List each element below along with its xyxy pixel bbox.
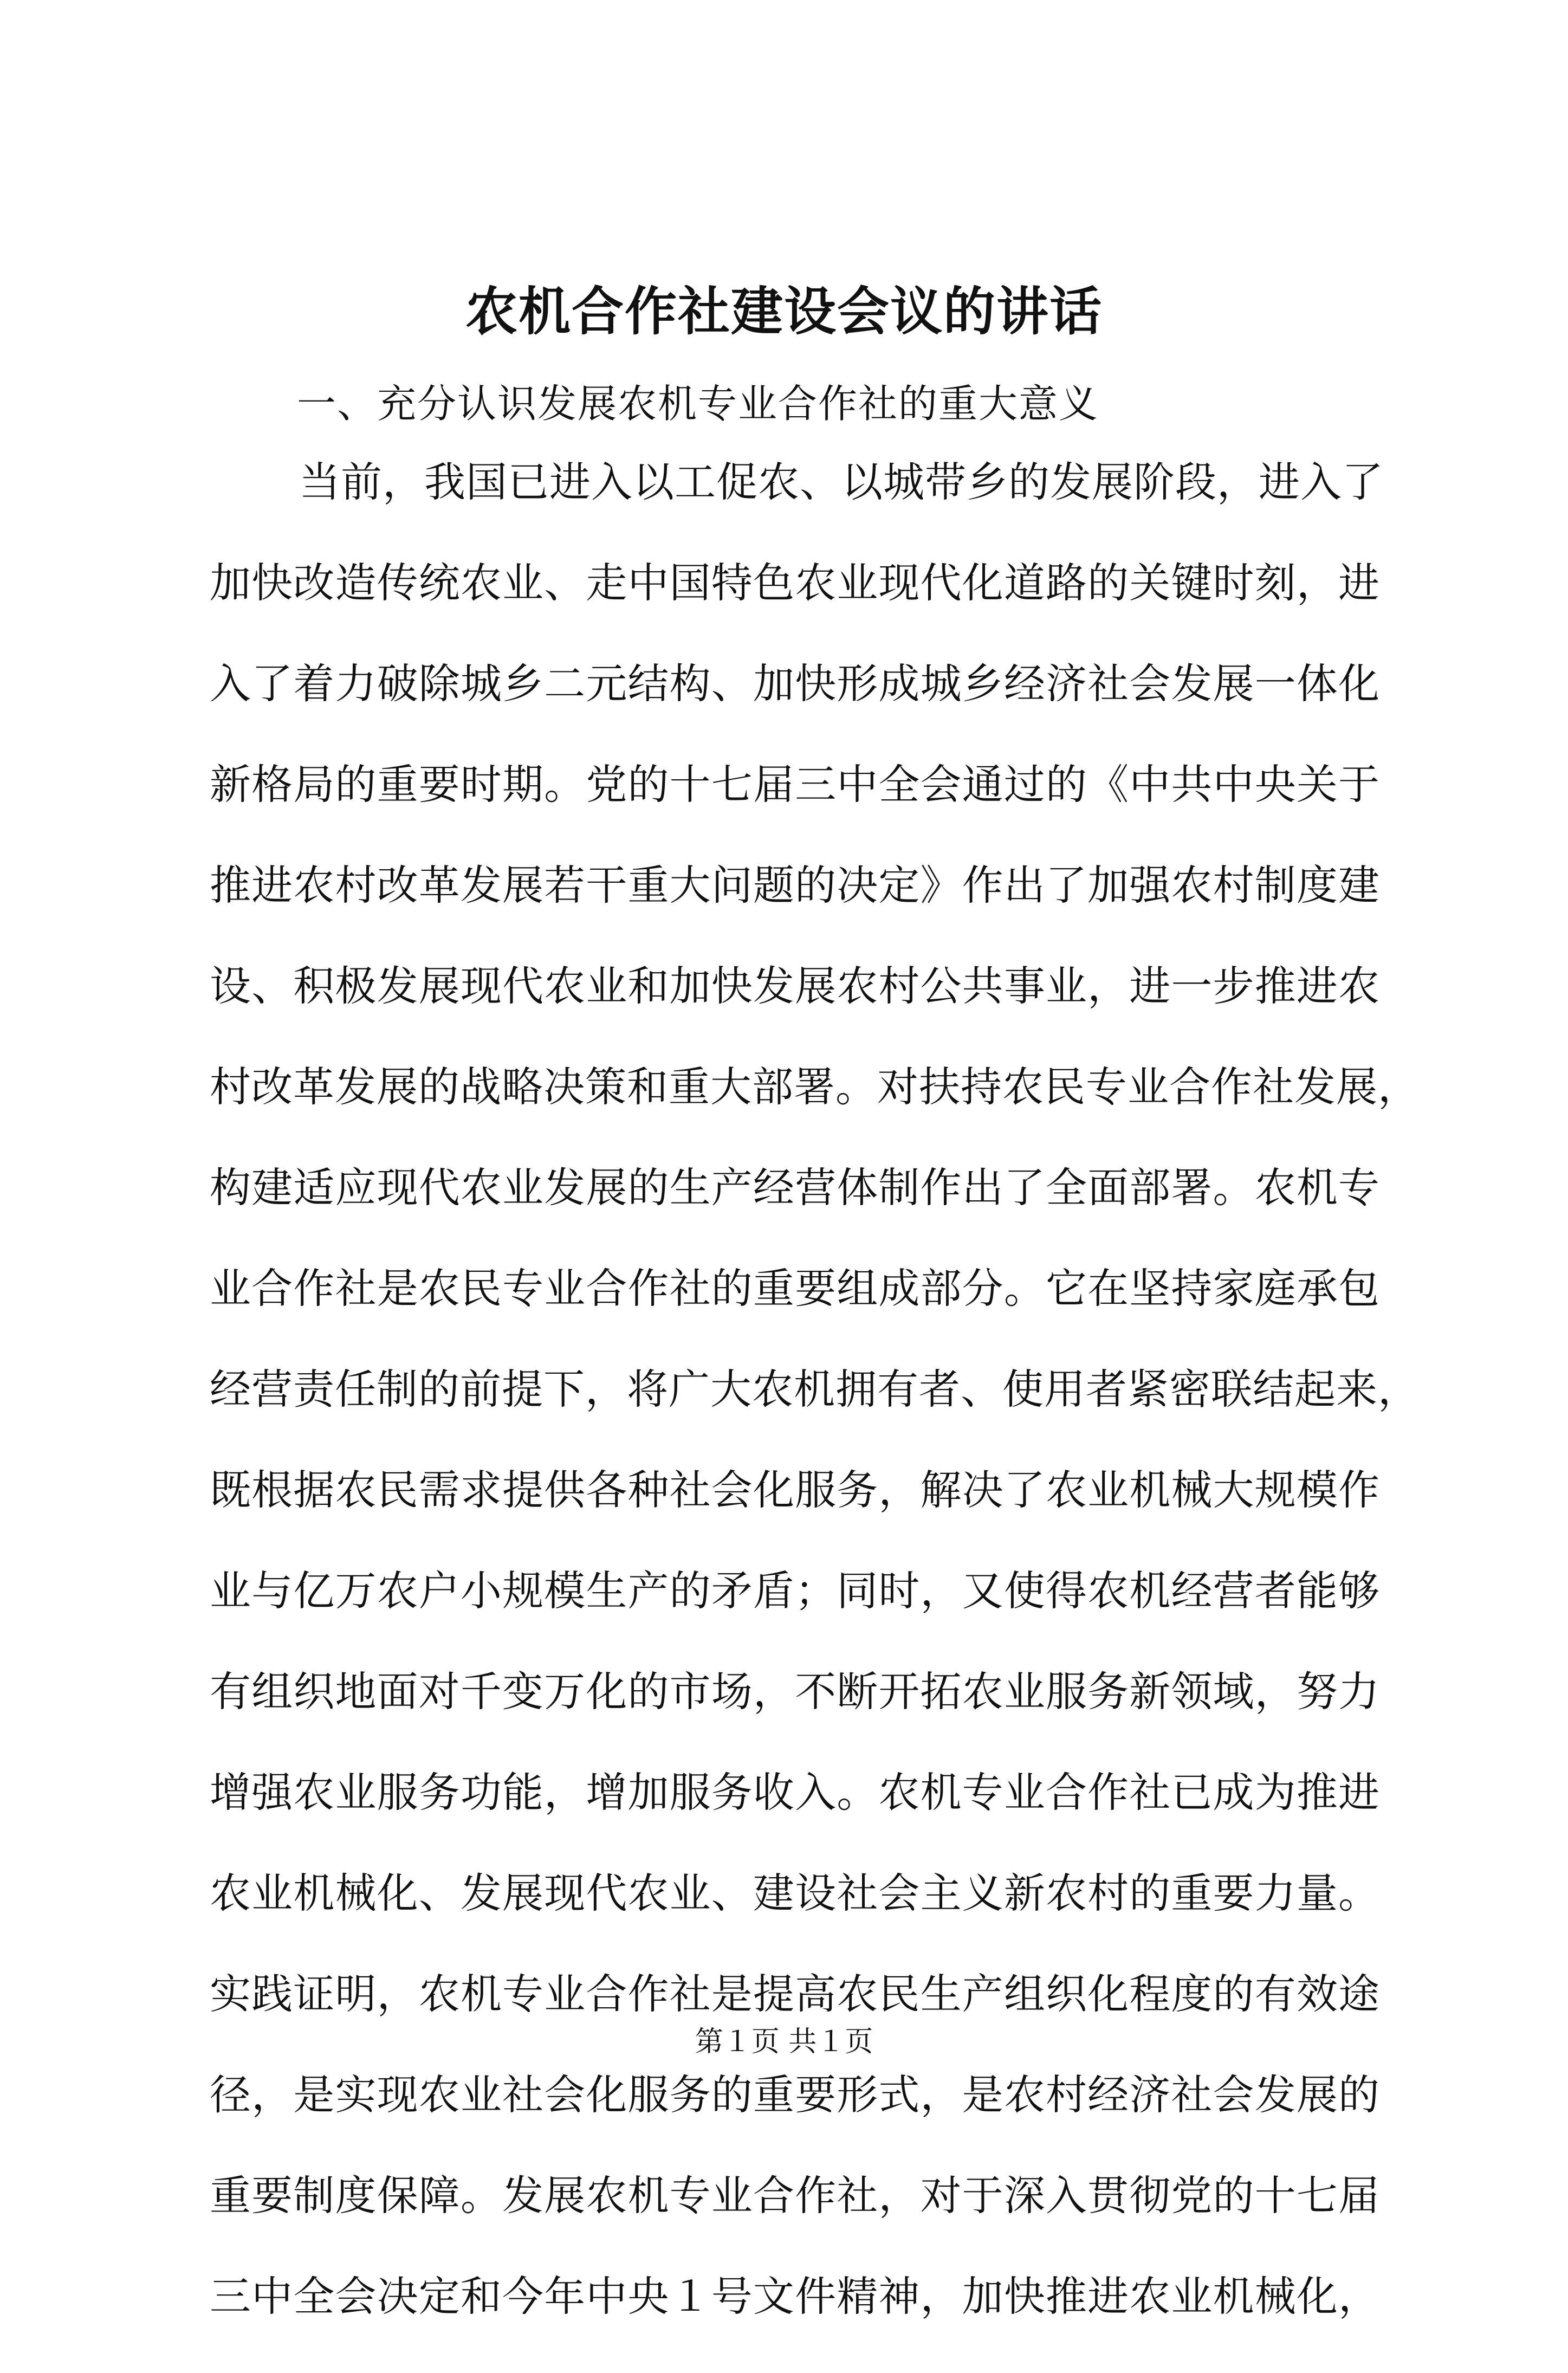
body-paragraph [210,458,1420,2373]
paragraph-line: 村改革发展的战略决策和重大部署。对扶持农民专业合作社发展， [210,1063,1420,1111]
paragraph-line: 农业机械化、发展现代农业、建设社会主义新农村的重要力量。 [210,1869,1380,1917]
paragraph-line: 实践证明，农机专业合作社是提高农民生产组织化程度的有效途 [210,1970,1380,2018]
paragraph-line: 业合作社是农民专业合作社的重要组成部分。它在坚持家庭承包 [210,1264,1380,1312]
paragraph-line: 增强农业服务功能，增加服务收入。农机专业合作社已成为推进 [210,1768,1380,1816]
paragraph-line: 加快改造传统农业、走中国特色农业现代化道路的关键时刻，进 [210,559,1380,607]
paragraph-line: 入了着力破除城乡二元结构、加快形成城乡经济社会发展一体化 [210,659,1380,708]
paragraph-line: 当前，我国已进入以工促农、以城带乡的发展阶段，进入了 [299,458,1384,506]
paragraph-line: 有组织地面对千变万化的市场，不断开拓农业服务新领域，努力 [210,1667,1380,1716]
document-title: 农机合作社建设会议的讲话 [465,281,1103,342]
section-heading: 一、充分认识发展农机专业合作社的重大意义 [297,381,1099,426]
paragraph-line: 业与亿万农户小规模生产的矛盾；同时，又使得农机经营者能够 [210,1567,1380,1615]
paragraph-line: 重要制度保障。发展农机专业合作社，对于深入贯彻党的十七届 [210,2171,1380,2220]
paragraph-line: 径，是实现农业社会化服务的重要形式，是农村经济社会发展的 [210,2071,1380,2119]
paragraph-line: 推进农村改革发展若干重大问题的决定》作出了加强农村制度建 [210,861,1380,909]
paragraph-line: 构建适应现代农业发展的生产经营体制作出了全面部署。农机专 [210,1163,1380,1212]
paragraph-line: 设、积极发展现代农业和加快发展农村公共事业，进一步推进农 [210,962,1380,1010]
page-footer: 第１页 共１页 [695,2026,873,2058]
paragraph-line: 三中全会决定和今年中央１号文件精神，加快推进农业机械化， [210,2272,1380,2320]
paragraph-line: 既根据农民需求提供各种社会化服务，解决了农业机械大规模作 [210,1466,1380,1514]
paragraph-line: 经营责任制的前提下，将广大农机拥有者、使用者紧密联结起来， [210,1365,1420,1413]
paragraph-line: 新格局的重要时期。党的十七届三中全会通过的《中共中央关于 [210,760,1380,809]
